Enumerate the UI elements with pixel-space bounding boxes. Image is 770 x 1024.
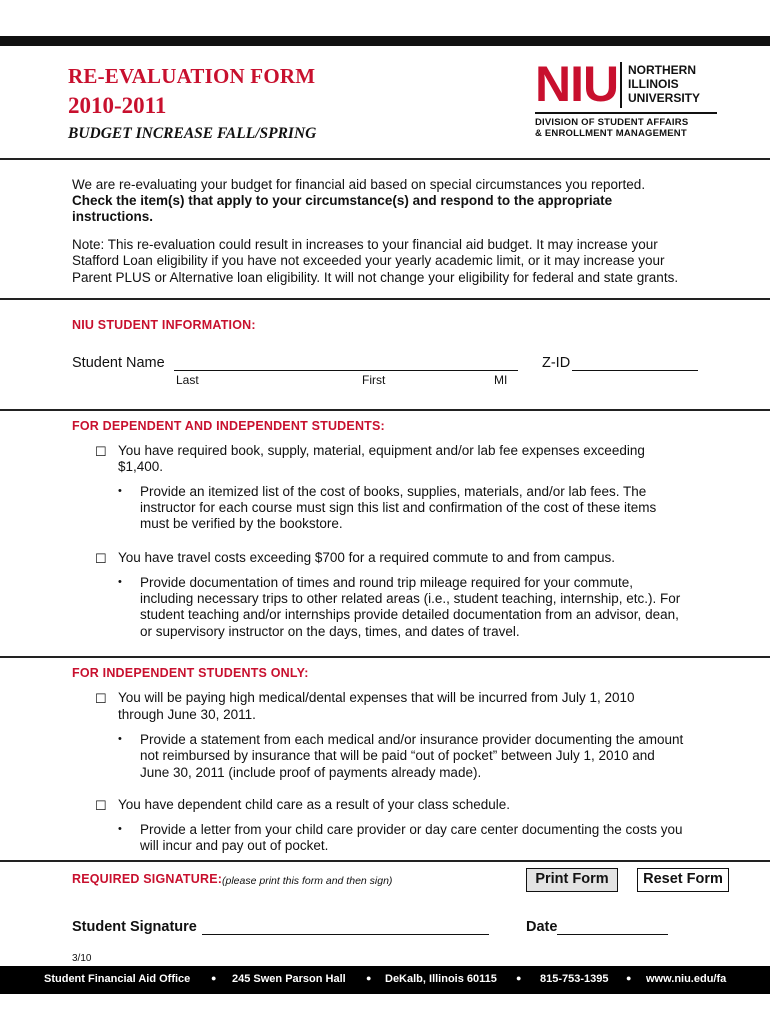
dot-separator-icon: ● — [366, 973, 372, 983]
option-text: You have travel costs exceeding $700 for a required commute to and from campus. — [118, 550, 616, 565]
bullet-icon: • — [118, 733, 122, 745]
date-label: Date — [526, 919, 558, 935]
instruction-text: will incur and pay out of pocket. — [140, 838, 329, 853]
option-text: You have dependent child care as a result of your class schedule. — [118, 797, 511, 812]
middle-initial-caption: MI — [494, 373, 508, 387]
dot-separator-icon: ● — [626, 973, 632, 983]
note-text: Parent PLUS or Alternative loan eligibility. It will not change your eligibility for federal and state grants. — [72, 270, 679, 285]
student-signature-label: Student Signature — [72, 919, 197, 935]
student-name-field[interactable] — [174, 370, 518, 371]
logo-division-line: & ENROLLMENT MANAGEMENT — [535, 128, 687, 139]
note-text: Note: This re-evaluation could result in increases to your financial aid budget. It may increase your — [72, 237, 658, 252]
instruction-text: must be verified by the bookstore. — [140, 516, 343, 531]
niu-logo-mark: NIU — [535, 56, 619, 112]
logo-divider — [620, 62, 622, 108]
footer-office: Student Financial Aid Office — [44, 973, 191, 985]
instruction-text: instructor for each course must sign this list and confirmation of the cost of these items — [140, 500, 657, 515]
reset-form-button[interactable]: Reset Form — [637, 868, 729, 892]
section-divider — [0, 860, 770, 862]
footer-bar — [0, 966, 770, 994]
form-title: RE-EVALUATION FORM — [68, 64, 316, 88]
zid-field[interactable] — [572, 370, 698, 371]
section-divider — [0, 298, 770, 300]
bullet-icon: • — [118, 485, 122, 497]
instruction-text: June 30, 2011 (include proof of payments already made). — [140, 765, 482, 780]
instruction-text: Provide a statement from each medical and/or insurance provider documenting the amount — [140, 732, 684, 747]
checkbox-icon[interactable]: ☐ — [95, 798, 107, 813]
form-year: 2010-2011 — [68, 93, 167, 118]
last-name-caption: Last — [176, 373, 199, 387]
form-subtitle: BUDGET INCREASE FALL/SPRING — [68, 125, 317, 142]
footer-phone: 815-753-1395 — [540, 973, 609, 985]
revision-code: 3/10 — [72, 953, 92, 964]
section-divider — [0, 158, 770, 160]
option-text: You have required book, supply, material, equipment and/or lab fee expenses exceeding — [118, 443, 645, 458]
instruction-text: Provide an itemized list of the cost of books, supplies, materials, and/or lab fees. The — [140, 484, 647, 499]
note-text: Stafford Loan eligibility if you have not exceeded your yearly academic limit, or it may increase your — [72, 253, 665, 268]
bullet-icon: • — [118, 823, 122, 835]
signature-heading: REQUIRED SIGNATURE: — [72, 872, 223, 886]
footer-website-link[interactable]: www.niu.edu/fa — [646, 973, 727, 985]
instruction-text: student teaching and/or internships provide detailed documentation from an advisor, dean, — [140, 607, 679, 622]
student-name-label: Student Name — [72, 355, 165, 371]
student-info-heading: NIU STUDENT INFORMATION: — [72, 318, 256, 332]
dot-separator-icon: ● — [211, 973, 217, 983]
dependent-section-heading: FOR DEPENDENT AND INDEPENDENT STUDENTS: — [72, 419, 385, 433]
checkbox-icon[interactable]: ☐ — [95, 444, 107, 459]
print-form-button[interactable]: Print Form — [526, 868, 618, 892]
bullet-icon: • — [118, 576, 122, 588]
intro-instruction: Check the item(s) that apply to your circumstance(s) and respond to the appropriate — [72, 193, 613, 208]
logo-university-name — [628, 63, 700, 105]
logo-name-line: NORTHERN — [628, 63, 696, 77]
intro-text: We are re-evaluating your budget for financial aid based on special circumstances you reported. — [72, 177, 646, 192]
intro-instruction: instructions. — [72, 209, 154, 224]
logo-division — [535, 117, 688, 139]
footer-address: 245 Swen Parson Hall — [232, 973, 346, 985]
option-text: You will be paying high medical/dental expenses that will be incurred from July 1, 2010 — [118, 690, 635, 705]
logo-name-line: ILLINOIS — [628, 77, 679, 91]
first-name-caption: First — [362, 373, 386, 387]
instruction-text: or supervisory instructor on the days, times, and dates of travel. — [140, 624, 520, 639]
logo-rule — [535, 112, 717, 114]
section-divider — [0, 656, 770, 658]
logo-division-line: DIVISION OF STUDENT AFFAIRS — [535, 117, 689, 128]
student-signature-field[interactable] — [202, 934, 489, 935]
logo-name-line: UNIVERSITY — [628, 91, 701, 105]
independent-section-heading: FOR INDEPENDENT STUDENTS ONLY: — [72, 666, 309, 680]
instruction-text: Provide a letter from your child care provider or day care center documenting the costs you — [140, 822, 683, 837]
dot-separator-icon: ● — [516, 973, 522, 983]
zid-label: Z-ID — [542, 355, 571, 371]
option-text: through June 30, 2011. — [118, 707, 256, 722]
option-text: $1,400. — [118, 459, 164, 474]
instruction-text: not reimbursed by insurance that will be paid “out of pocket” between July 1, 2010 and — [140, 748, 655, 763]
section-divider — [0, 409, 770, 411]
footer-city: DeKalb, Illinois 60115 — [385, 973, 497, 985]
top-bar — [0, 36, 770, 46]
date-field[interactable] — [557, 934, 668, 935]
signature-note: (please print this form and then sign) — [222, 875, 393, 887]
checkbox-icon[interactable]: ☐ — [95, 691, 107, 706]
instruction-text: including necessary trips to other related areas (i.e., student teaching, internship, etc.). For — [140, 591, 681, 606]
instruction-text: Provide documentation of times and round trip mileage required for your commute, — [140, 575, 634, 590]
checkbox-icon[interactable]: ☐ — [95, 551, 107, 566]
